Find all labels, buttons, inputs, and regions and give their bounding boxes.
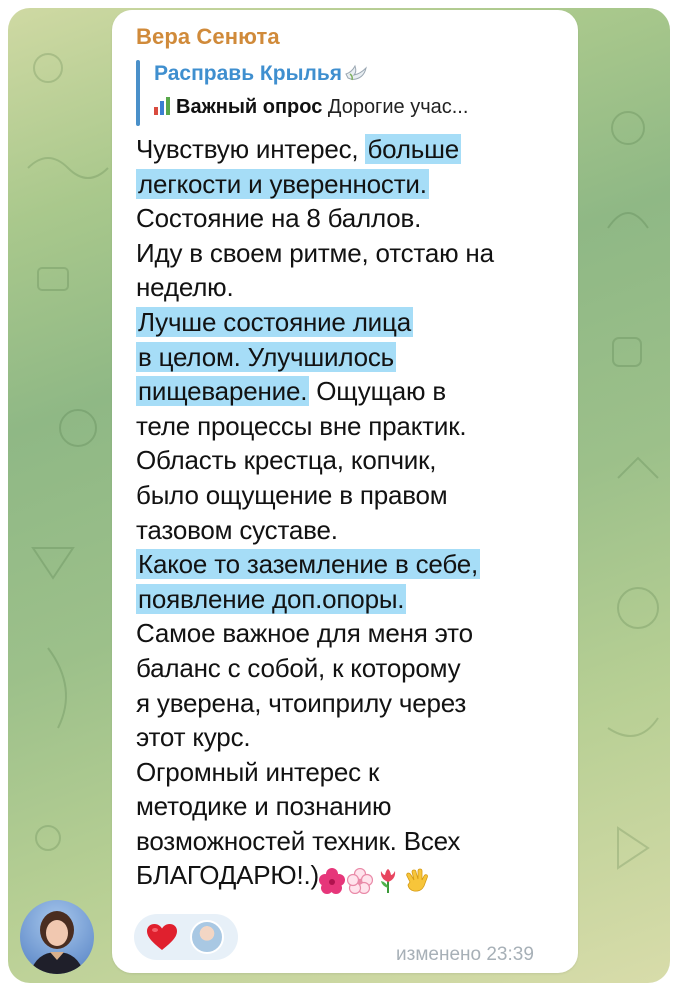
reply-title: Расправь Крылья	[154, 62, 343, 85]
message-line	[136, 270, 566, 305]
reply-preview-bold: Важный опрос	[176, 96, 323, 118]
dove-icon	[344, 62, 368, 82]
text-segment: баланс с собой, к которому	[136, 652, 461, 683]
highlighted-text: Лучше состояние лица	[138, 306, 411, 337]
text-segment: этот курс.	[136, 722, 251, 753]
highlighted-text: появление доп.опоры.	[138, 583, 405, 614]
text-segment: Иду в своем ритме, отстаю на	[136, 237, 494, 268]
tulip-icon	[375, 868, 401, 894]
text-segment: я уверена, чтоиприлу через	[136, 687, 467, 718]
message-line	[136, 478, 566, 513]
message-line	[136, 616, 566, 651]
message-line	[136, 340, 566, 375]
message-line	[136, 858, 566, 893]
message-line	[136, 236, 566, 271]
text-segment: Область крестца, копчик,	[136, 445, 437, 476]
text-segment: тазовом суставе.	[136, 514, 338, 545]
message-line	[136, 132, 566, 167]
waving-hand-icon	[403, 868, 429, 894]
message-line	[136, 686, 566, 721]
text-segment: неделю.	[136, 272, 234, 303]
text-segment: Самое важное для меня это	[136, 618, 473, 649]
text-segment: методике и познанию	[136, 791, 392, 822]
message-line	[136, 374, 566, 409]
profile-photo	[20, 900, 94, 974]
reply-quote[interactable]	[136, 58, 566, 128]
highlighted-text: Какое то заземление в себе,	[138, 549, 479, 580]
highlighted-text: в целом. Улучшилось	[138, 341, 395, 372]
message-line	[136, 305, 566, 340]
message-line	[136, 513, 566, 548]
reply-accent-bar	[136, 60, 140, 126]
highlighted-text: легкости и уверенности.	[138, 168, 427, 199]
text-segment: Ощущаю в	[309, 376, 446, 407]
sakura-icon	[347, 868, 373, 894]
text-segment: теле процессы вне практик.	[136, 410, 467, 441]
text-segment: было ощущение в правом	[136, 479, 448, 510]
message-line	[136, 789, 566, 824]
hibiscus-icon	[319, 868, 345, 894]
message-line	[136, 824, 566, 859]
message-line	[136, 651, 566, 686]
message-line	[136, 720, 566, 755]
sender-avatar[interactable]	[20, 900, 94, 974]
text-segment: БЛАГОДАРЮ!.)	[136, 860, 320, 891]
message-line	[136, 547, 566, 582]
highlighted-text: пищеварение.	[138, 376, 308, 407]
reactor-avatar[interactable]	[190, 920, 224, 954]
reply-preview-text: Дорогие учас...	[327, 96, 469, 118]
text-segment: возможностей техник. Всех	[136, 825, 461, 856]
message-line	[136, 167, 566, 202]
text-segment: Огромный интерес к	[136, 756, 380, 787]
reaction-chip[interactable]	[134, 914, 238, 960]
heart-icon	[146, 923, 178, 951]
sender-name[interactable]: Вера Сенюта	[136, 24, 280, 49]
message-line	[136, 755, 566, 790]
emoji-group	[319, 861, 431, 896]
bar-chart-icon	[154, 97, 172, 115]
highlighted-text: больше	[367, 134, 460, 164]
text-segment: Состояние на 8 баллов.	[136, 203, 422, 234]
message-line	[136, 582, 566, 617]
edited-timestamp: изменено 23:39	[396, 944, 534, 965]
message-line	[136, 201, 566, 236]
message-text	[136, 132, 566, 893]
message-line	[136, 443, 566, 478]
message-line	[136, 409, 566, 444]
text-segment: Чувствую интерес,	[136, 134, 366, 164]
